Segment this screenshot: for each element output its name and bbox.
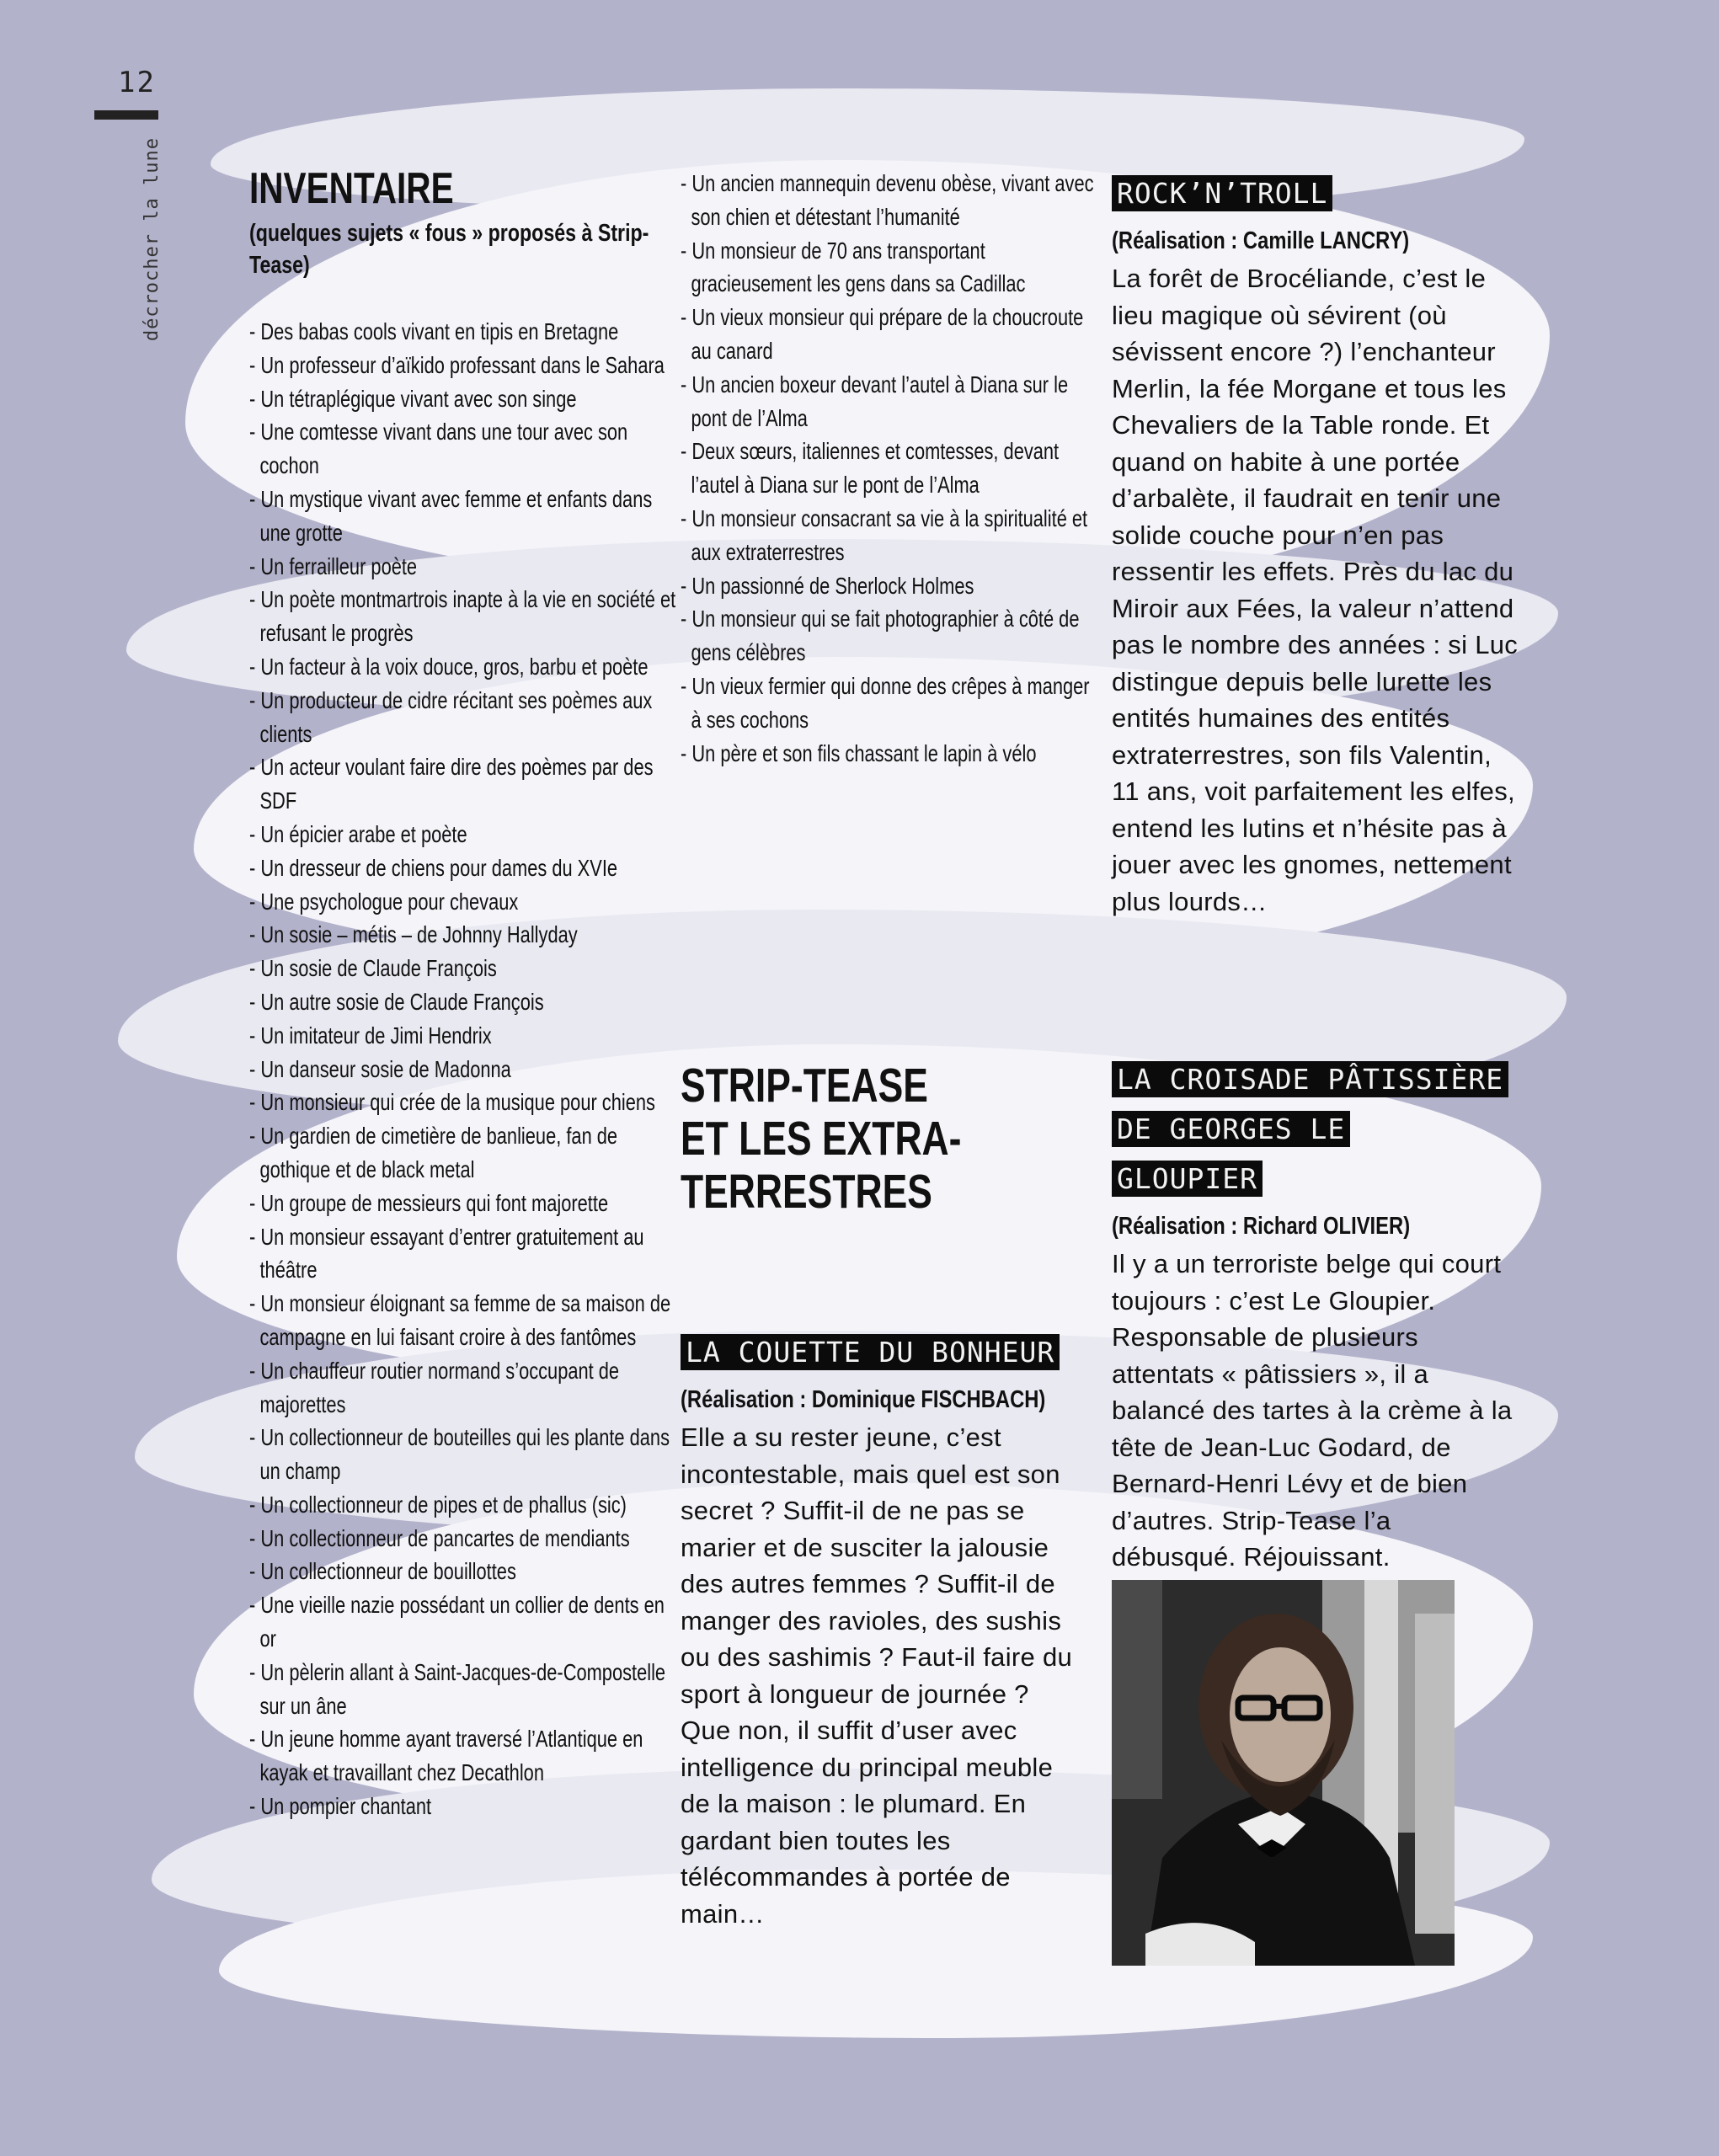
list-item: - Un autre sosie de Claude François bbox=[249, 988, 544, 1015]
list-item: - Un monsieur qui crée de la musique pour chiens bbox=[249, 1089, 655, 1116]
section-title-line: ET LES EXTRA- bbox=[681, 1112, 962, 1166]
list-item: - Un producteur de cidre récitant ses poèmes aux clients bbox=[249, 686, 653, 747]
list-item: - Un vieux fermier qui donne des crêpes à manger à ses cochons bbox=[681, 672, 1090, 733]
portrait-illustration bbox=[1112, 1580, 1455, 1966]
list-item: - Un chauffeur routier normand s’occupant de majorettes bbox=[249, 1357, 620, 1417]
article-body: La forêt de Brocéliande, c’est le lieu magique où sévirent (où sévissent encore ?) l’enchanteur Merlin, la fée Morgane et tous les Chevaliers de la Table ronde. Et quand on habite à une portée d’arbalète, il faudrait en tenir une solide couche pour n’en pas ressentir les effets. Près du lac du Miroir aux Fées, la valeur n’attend pas le nombre des années : si Luc distingue depuis belle lurette les entités humaines des entités extraterrestres, son fils Valentin, 11 ans, voit parfaitement les elfes, entend les lutins et n’hésite pas à jouer avec les gnomes, nettement plus lourds… bbox=[1112, 264, 1519, 916]
list-item: - Un jeune homme ayant traversé l’Atlantique en kayak et travaillant chez Decathlon bbox=[249, 1726, 643, 1786]
list-item: - Un monsieur éloignant sa femme de sa maison de campagne en lui faisant croire à des fantômes bbox=[249, 1290, 671, 1350]
list-item: - Un ferrailleur poète bbox=[249, 552, 418, 579]
list-item: - Un pèlerin allant à Saint-Jacques-de-Compostelle sur un âne bbox=[249, 1658, 666, 1719]
inventaire-column bbox=[249, 164, 676, 1823]
list-item: - Un tétraplégique vivant avec son singe bbox=[249, 385, 577, 412]
list-item: - Un monsieur consacrant sa vie à la spiritualité et aux extraterrestres bbox=[681, 504, 1088, 565]
list-item: - Un professeur d’aïkido professant dans le Sahara bbox=[249, 351, 665, 378]
list-item: - Un ancien boxeur devant l’autel à Diana sur le pont de l’Alma bbox=[681, 371, 1069, 431]
section-title-line: STRIP-TEASE bbox=[681, 1059, 928, 1113]
inventaire-subtitle: (quelques sujets « fous » proposés à Strip-Tease) bbox=[249, 220, 649, 279]
list-item: - Un mystique vivant avec femme et enfants dans une grotte bbox=[249, 485, 653, 546]
list-item: - Un danseur sosie de Madonna bbox=[249, 1055, 511, 1082]
list-item: - Un sosie de Claude François bbox=[249, 955, 497, 982]
article-couette bbox=[681, 1331, 1085, 1932]
article-credit: (Réalisation : Dominique FISCHBACH) bbox=[681, 1386, 1046, 1413]
inventaire-title: INVENTAIRE bbox=[249, 164, 454, 213]
section-title-line: TERRESTRES bbox=[681, 1165, 932, 1219]
article-title-couette: LA COUETTE DU BONHEUR bbox=[681, 1334, 1060, 1370]
page-number-rule bbox=[94, 110, 158, 120]
article-body: Il y a un terroriste belge qui court toujours : c’est Le Gloupier. Responsable de plusieurs attentats « pâtissiers », il a balancé des tartes à la crème à la tête de Jean-Luc Godard, de Bernard-Henri Lévy et de bien d’autres. Strip-Tease l’a débusqué. Réjouissant. bbox=[1112, 1249, 1513, 1572]
list-item: - Un monsieur qui se fait photographier à côté de gens célèbres bbox=[681, 606, 1080, 666]
list-item: - Un groupe de messieurs qui font majorette bbox=[249, 1189, 609, 1216]
article-body: Elle a su rester jeune, c’est incontestable, mais quel est son secret ? Suffit-il de ne pas se marier et de susciter la jalousie des autres femmes ? Suffit-il de manger des ravioles, des sushis ou des sashimis ? Faut-il faire du sport à longueur de journée ? Que non, il suffit d’user avec intelligence du principal meuble de la maison : le plumard. En gardant bien toutes les télécommandes à portée de main… bbox=[681, 1422, 1073, 1929]
list-item: - Un passionné de Sherlock Holmes bbox=[681, 572, 974, 599]
list-item: - Une vieille nazie possédant un collier de dents en or bbox=[249, 1592, 665, 1652]
inventaire-list bbox=[249, 315, 676, 1823]
article-credit: (Réalisation : Camille LANCRY) bbox=[1112, 227, 1410, 254]
list-item: - Deux sœurs, italiennes et comtesses, devant l’autel à Diana sur le pont de l’Alma bbox=[681, 438, 1060, 499]
list-item: - Un gardien de cimetière de banlieue, fan de gothique et de black metal bbox=[249, 1123, 618, 1182]
page-number: 12 bbox=[118, 66, 156, 99]
inventaire-list-continued bbox=[681, 167, 1092, 770]
list-item: - Un monsieur essayant d’entrer gratuitement au théâtre bbox=[249, 1223, 644, 1283]
list-item: - Un collectionneur de pipes et de phallus (sic) bbox=[249, 1491, 627, 1518]
list-item: - Un acteur voulant faire dire des poèmes par des SDF bbox=[249, 754, 654, 814]
list-item: - Un collectionneur de bouillottes bbox=[249, 1558, 516, 1585]
article-title-rock-n-troll: ROCK’N’TROLL bbox=[1112, 175, 1332, 211]
list-item: - Un monsieur de 70 ans transportant gracieusement les gens dans sa Cadillac bbox=[681, 237, 1026, 297]
article-rock-n-troll bbox=[1112, 172, 1520, 920]
list-item: - Un poète montmartrois inapte à la vie en société et refusant le progrès bbox=[249, 586, 676, 647]
list-item: - Un collectionneur de pancartes de mendiants bbox=[249, 1524, 630, 1551]
list-item: - Un collectionneur de bouteilles qui les plante dans un champ bbox=[249, 1424, 670, 1485]
list-item: - Un ancien mannequin devenu obèse, vivant avec son chien et détestant l’humanité bbox=[681, 170, 1094, 230]
list-item: - Un facteur à la voix douce, gros, barbu et poète bbox=[249, 653, 649, 680]
article-croisade bbox=[1112, 1058, 1520, 1576]
inventaire-continued-column bbox=[681, 167, 1092, 770]
running-header-label: décrocher la lune bbox=[141, 137, 163, 342]
list-item: - Une comtesse vivant dans une tour avec son cochon bbox=[249, 419, 628, 479]
list-item: - Une psychologue pour chevaux bbox=[249, 888, 519, 915]
portrait-photo bbox=[1112, 1580, 1455, 1966]
list-item: - Un dresseur de chiens pour dames du XVIe bbox=[249, 854, 618, 881]
article-title-croisade: LA CROISADE PÂTISSIÈRE DE GEORGES LE GLOUPIER bbox=[1112, 1061, 1508, 1197]
list-item: - Un vieux monsieur qui prépare de la choucroute au canard bbox=[681, 304, 1084, 364]
list-item: - Un pompier chantant bbox=[249, 1793, 432, 1820]
section-title bbox=[681, 1059, 961, 1219]
list-item: - Des babas cools vivant en tipis en Bretagne bbox=[249, 318, 619, 344]
list-item: - Un imitateur de Jimi Hendrix bbox=[249, 1022, 492, 1049]
list-item: - Un père et son fils chassant le lapin à vélo bbox=[681, 739, 1037, 766]
list-item: - Un sosie – métis – de Johnny Hallyday bbox=[249, 921, 578, 948]
article-credit: (Réalisation : Richard OLIVIER) bbox=[1112, 1213, 1411, 1240]
list-item: - Un épicier arabe et poète bbox=[249, 820, 467, 847]
